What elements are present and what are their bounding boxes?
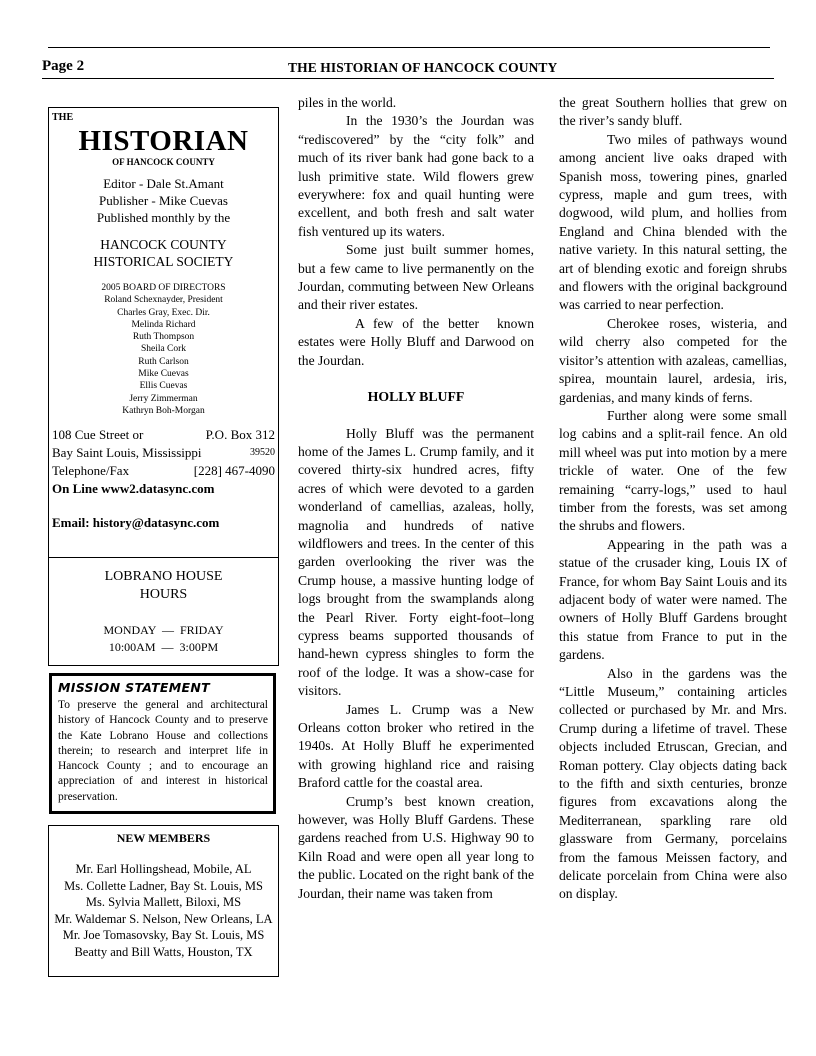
staff-publisher: Publisher - Mike Cuevas bbox=[99, 193, 228, 208]
address-row bbox=[52, 426, 275, 444]
zip-code: 39520 bbox=[250, 447, 275, 459]
article-paragraph: James L. Crump was a New Orleans cotton broker who retired in the 1940s. At Holly Bluff he experimented with growing highland rice and raising Braford cattle for the coastal area. bbox=[298, 701, 534, 791]
member-entry: Ms. Collette Ladner, Bay St. Louis, MS bbox=[64, 878, 263, 893]
board-member: Jerry Zimmerman bbox=[129, 393, 198, 404]
masthead-title: HISTORIAN bbox=[78, 125, 249, 157]
phone-row bbox=[52, 462, 275, 480]
street-address: 108 Cue Street or bbox=[52, 427, 144, 443]
article-paragraph: Crump’s best known creation, however, was Holly Bluff Gardens. These gardens reached from U.S. Highway 90 to Kiln Road and were open all year long to the public. Located on the right bank of the Jourdan, their name was taken from bbox=[298, 793, 534, 901]
new-members-box bbox=[48, 825, 279, 977]
member-entry: Mr. Waldemar S. Nelson, New Orleans, LA bbox=[54, 911, 273, 926]
mission-text: To preserve the general and architectural history of Hancock County and to preserve the Kate Lobrano House and collections therein; to research and interpret life in Hancock County ; and to encourage an appreciation of and interest in historical preservation. bbox=[58, 699, 268, 803]
member-entry: Mr. Joe Tomasovsky, Bay St. Louis, MS bbox=[62, 928, 265, 943]
staff-editor: Editor - Dale St.Amant bbox=[103, 176, 224, 191]
article-paragraph: Two miles of pathways wound among ancient live oaks draped with Spanish moss, towering pines, gnarled cypress, maple and gum trees, with dogwood, wild plum, and hollies from England and China blended with the native variety. In this natural setting, the art of blending exotic and foreign shrubs and flowers with the original background was carried to near perfection. bbox=[559, 131, 787, 313]
hours-title-line: LOBRANO HOUSE bbox=[104, 569, 223, 584]
new-members-title: NEW MEMBERS bbox=[116, 831, 211, 845]
board-heading: 2005 BOARD OF DIRECTORS bbox=[101, 283, 226, 293]
city: Bay Saint Louis, Mississippi bbox=[52, 445, 202, 461]
article-paragraph: the great Southern hollies that grew on the river’s sandy bluff. bbox=[559, 95, 787, 129]
page-header bbox=[42, 58, 774, 79]
member-list bbox=[49, 861, 278, 961]
article-paragraph: In the 1930’s the Jourdan was “rediscovered” by the “city folk” and much of its river bank had gone back to a lush primitive state. Wild flowers grew everywhere: fox and quail hunting were excellent, and both fresh and salt water fish ventured up its waters. bbox=[298, 113, 534, 239]
article-column-2 bbox=[559, 94, 787, 904]
society-line: HISTORICAL SOCIETY bbox=[93, 254, 234, 269]
society-line: HANCOCK COUNTY bbox=[100, 237, 227, 252]
email-address[interactable]: Email: history@datasync.com bbox=[52, 515, 220, 531]
city-row bbox=[52, 444, 275, 462]
mission-box bbox=[49, 673, 276, 814]
article-paragraph: Cherokee roses, wisteria, and wild cherry also competed for the visitor’s attention with azaleas, camellias, spirea, mountain laurel, ardesia, iris, gardenias, and many kinds of ferns. bbox=[559, 315, 787, 405]
society-name bbox=[52, 236, 275, 270]
section-heading: HOLLY BLUFF bbox=[367, 389, 465, 405]
board-member: Sheila Cork bbox=[140, 344, 187, 355]
board-member: Mike Cuevas bbox=[138, 369, 189, 380]
masthead-the: THE bbox=[52, 112, 74, 123]
board-member: Ruth Thompson bbox=[132, 332, 195, 343]
hours-box bbox=[48, 557, 279, 666]
phone-label: Telephone/Fax bbox=[52, 463, 130, 479]
article-paragraph: Holly Bluff was the permanent home of the James L. Crump family, and it covered thirty-six hundred acres, fifty acres of which were devoted to a garden wonderland of camellias, azaleas, holly, magnolia and hundreds of native wildflowers and trees. In the center of this garden overlooking the river was the Crump house, a massive hunting lodge of logs brought from the swamplands along the Pearl River. Forty eight-foot–long cypress beams supported thousands of hand-hewn cypress shingles to form the roof of the lodge. It was a show-case for visitors. bbox=[298, 425, 534, 699]
board-member: Melinda Richard bbox=[131, 319, 196, 330]
article-column-1 bbox=[298, 94, 538, 903]
board-of-directors bbox=[52, 282, 275, 417]
staff-list bbox=[52, 175, 275, 226]
hours-schedule bbox=[49, 622, 278, 656]
board-member: Kathryn Boh-Morgan bbox=[122, 405, 205, 416]
masthead-box bbox=[48, 107, 279, 558]
hours-times: 10:00AM — 3:00PM bbox=[108, 640, 219, 654]
website[interactable]: On Line www2.datasync.com bbox=[52, 481, 215, 497]
member-entry: Mr. Earl Hollingshead, Mobile, AL bbox=[75, 862, 252, 876]
member-entry: Ms. Sylvia Mallett, Biloxi, MS bbox=[85, 895, 242, 910]
article-paragraph: Some just built summer homes, but a few came to live permanently on the Jourdan, commuting between New Orleans and their river estates. bbox=[298, 242, 534, 313]
article-paragraph: Also in the gardens was the “Little Museum,” containing articles collected or purchased by Mr. and Mrs. Crump during a lifetime of travel. These objects included Etruscan, Grecian, and Roman pottery. Clay objects dating back to the fifth and sixth centuries, bronze figures from excavations along the Mediterranean, sparkling rare old glassware from Germany, porcelains from the famous Meissen factory, and delicate porcelain from China were also on display. bbox=[559, 665, 787, 902]
board-member: Ellis Cuevas bbox=[139, 381, 188, 392]
article-paragraph: Further along were some small log cabins and a split-rail fence. An old mill wheel was put into motion by a mere trickle of water. One of the few remaining “carry-logs,” used to haul timber from the forests, was set among the shrubs and flowers. bbox=[559, 407, 787, 534]
article-paragraph: Appearing in the path was a statue of the crusader king, Louis IX of France, for whom Bay Saint Louis and its adjacent body of water were named. The owners of Holly Bluff Gardens brought this statue from France to put in the gardens. bbox=[559, 536, 787, 663]
page-number: Page 2 bbox=[42, 58, 85, 74]
hours-title bbox=[49, 568, 278, 604]
article-paragraph: A few of the better known estates were Holly Bluff and Darwood on the Jourdan. bbox=[298, 315, 538, 368]
phone-number: [228] 467-4090 bbox=[193, 463, 275, 479]
board-member: Ruth Carlson bbox=[138, 356, 189, 367]
article-paragraph: piles in the world. bbox=[298, 95, 397, 110]
contact-block bbox=[52, 426, 275, 532]
po-box: P.O. Box 312 bbox=[205, 427, 275, 443]
hours-title-line: HOURS bbox=[139, 587, 188, 602]
publication-title: THE HISTORIAN OF HANCOCK COUNTY bbox=[288, 60, 558, 75]
top-rule bbox=[48, 47, 770, 48]
board-member: Charles Gray, Exec. Dir. bbox=[117, 307, 210, 318]
board-member: Roland Schexnayder, President bbox=[104, 295, 223, 306]
masthead-subtitle: OF HANCOCK COUNTY bbox=[112, 157, 215, 167]
mission-title: MISSION STATEMENT bbox=[58, 680, 210, 695]
hours-days: MONDAY — FRIDAY bbox=[103, 623, 224, 637]
member-entry: Beatty and Bill Watts, Houston, TX bbox=[74, 944, 253, 959]
staff-published-by: Published monthly by the bbox=[96, 210, 231, 225]
